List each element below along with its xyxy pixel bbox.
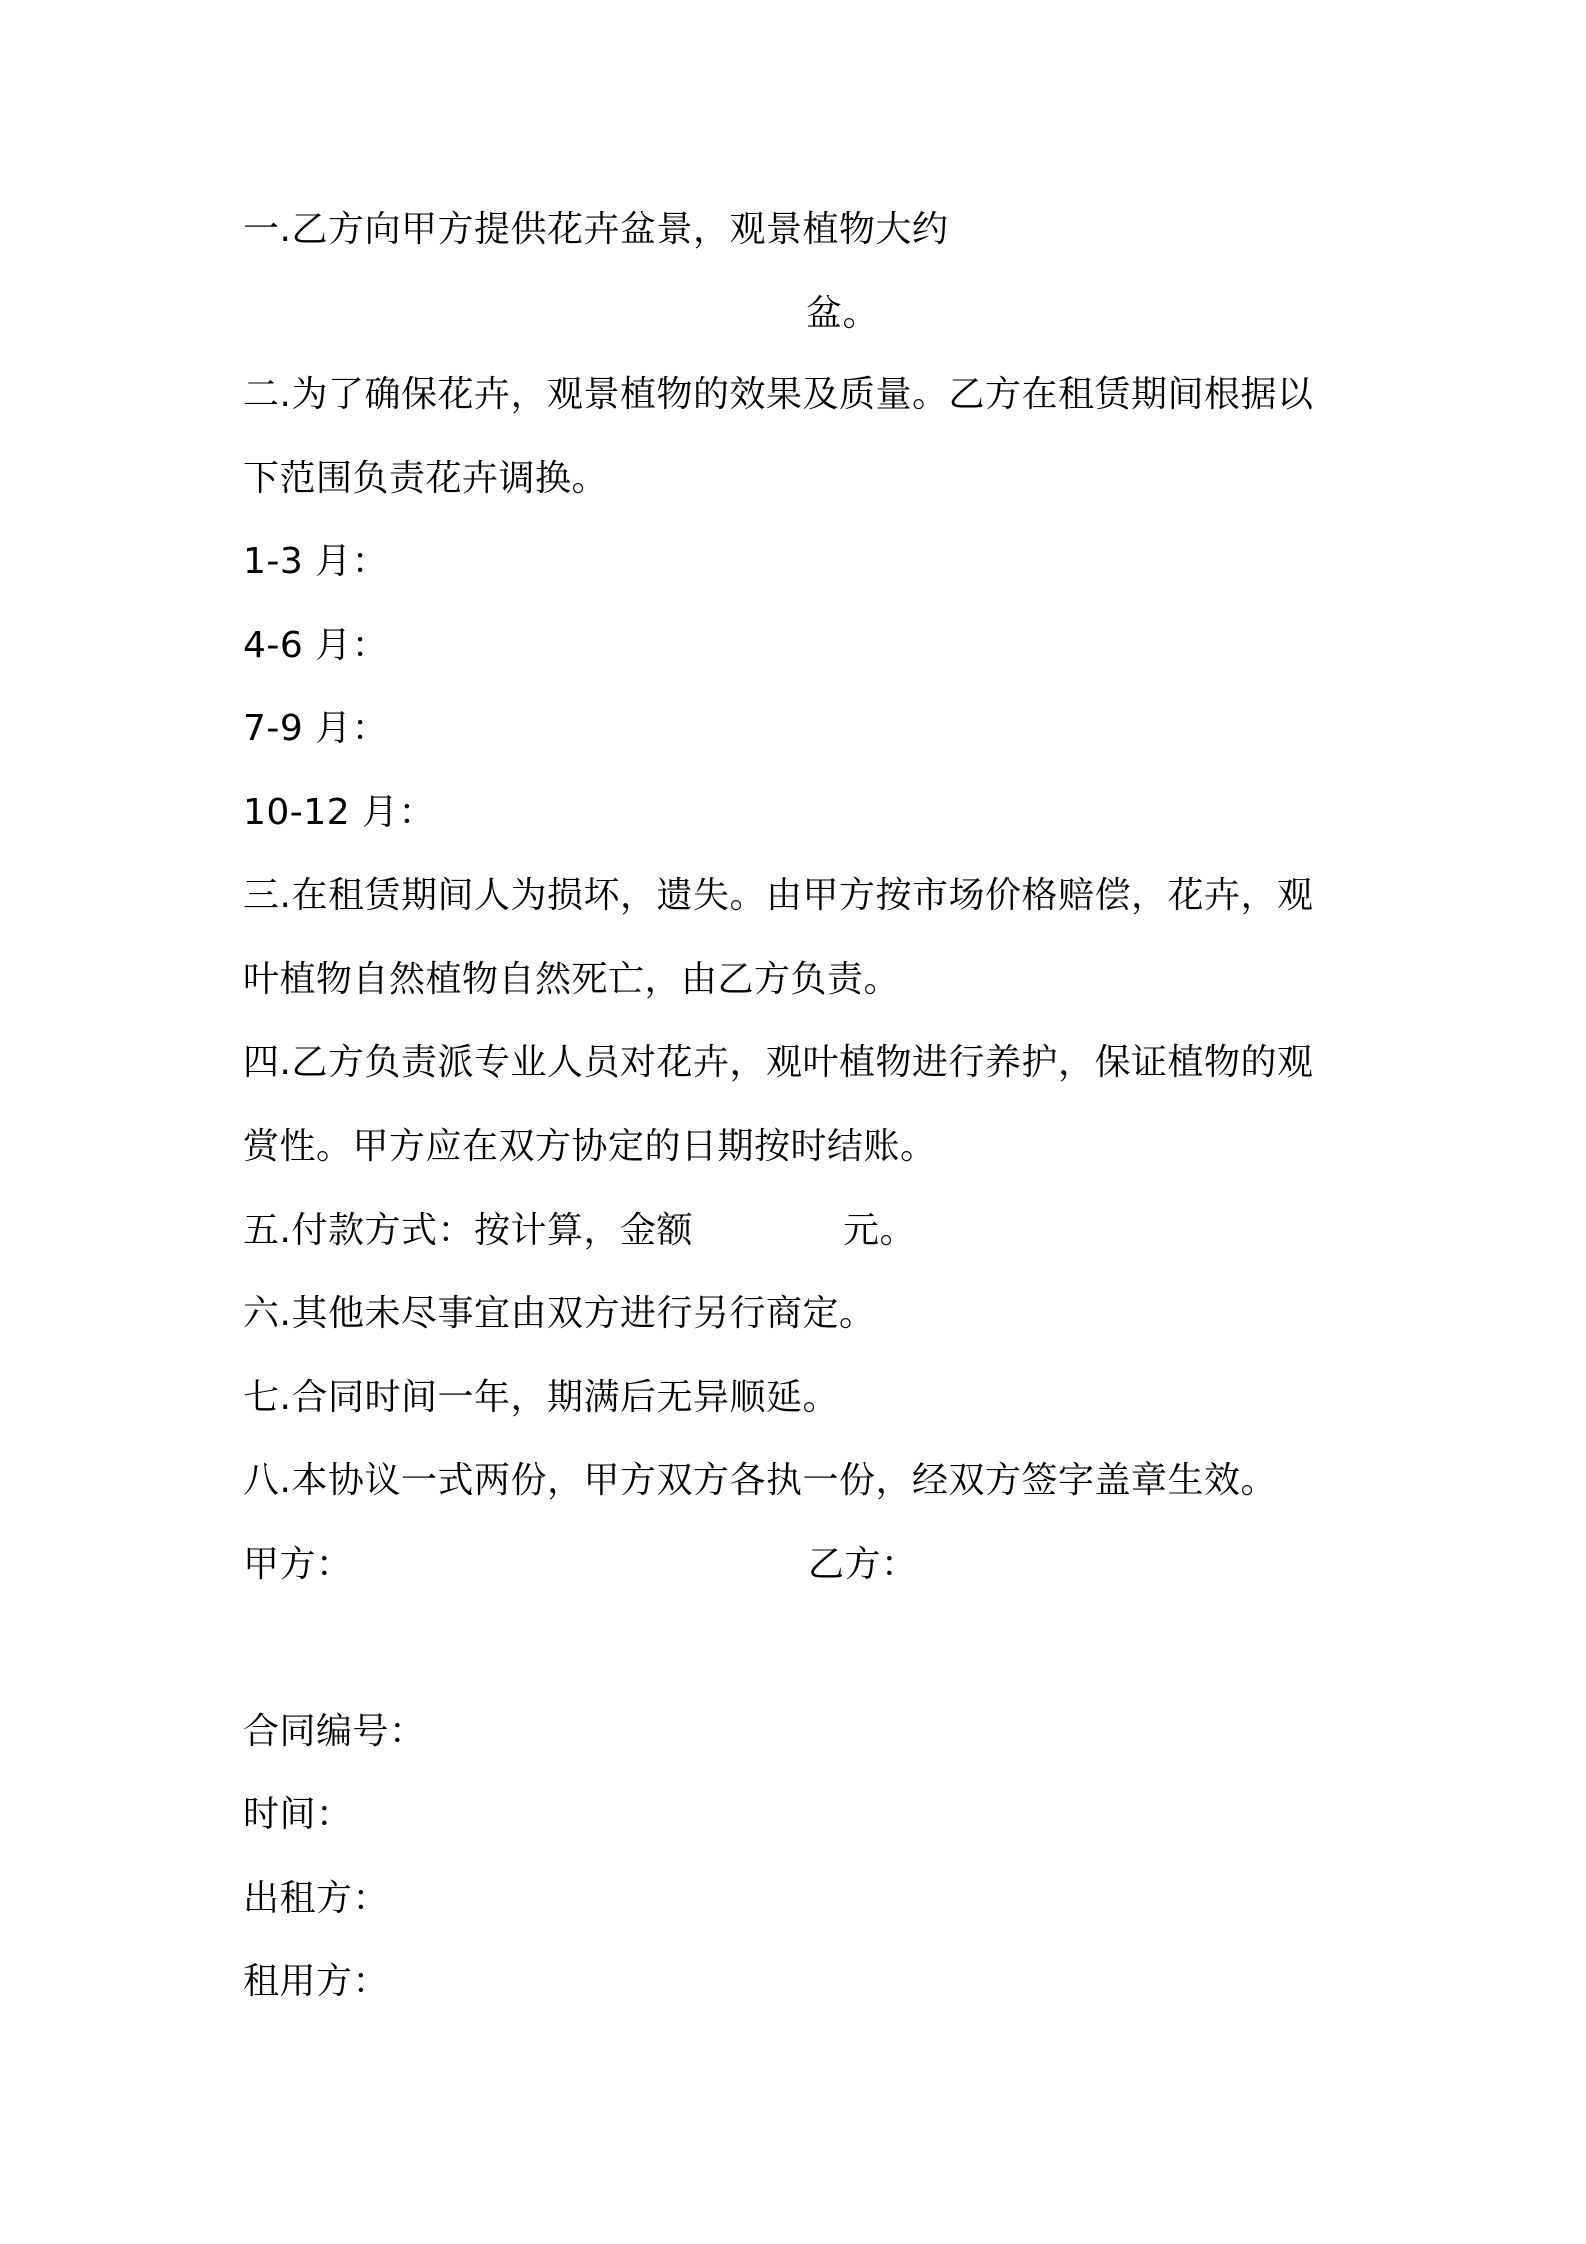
quarter-4-6-label: 4-6 月： bbox=[243, 625, 389, 666]
party-a-signature-label: 甲方： bbox=[243, 1544, 353, 1585]
clause-4-line-1: 四.乙方负责派专业人员对花卉，观叶植物进行养护，保证植物的观 bbox=[243, 1042, 1314, 1083]
clause-6: 六.其他未尽事宜由双方进行另行商定。 bbox=[243, 1293, 876, 1334]
clause-7: 七.合同时间一年，期满后无异顺延。 bbox=[243, 1377, 839, 1418]
clause-1-line-1: 一.乙方向甲方提供花卉盆景，观景植物大约 bbox=[243, 209, 949, 250]
quarter-7-9-label: 7-9 月： bbox=[243, 708, 389, 749]
quarter-1-3-label: 1-3 月： bbox=[243, 541, 389, 582]
clause-2-line-2: 下范围负责花卉调换。 bbox=[243, 458, 609, 499]
party-b-signature-label: 乙方： bbox=[808, 1544, 918, 1585]
time-label: 时间： bbox=[243, 1794, 353, 1835]
contract-number-label: 合同编号： bbox=[243, 1711, 426, 1752]
clause-2-line-1: 二.为了确保花卉，观景植物的效果及质量。乙方在租赁期间根据以 bbox=[243, 374, 1314, 415]
clause-8: 八.本协议一式两份，甲方双方各执一份，经双方签字盖章生效。 bbox=[243, 1460, 1277, 1501]
lessee-label: 租用方： bbox=[243, 1961, 390, 2002]
lessor-label: 出租方： bbox=[243, 1878, 390, 1919]
clause-5-payment bbox=[243, 1209, 916, 1253]
clause-5-unit: 元。 bbox=[842, 1210, 916, 1251]
clause-3-line-1: 三.在租赁期间人为损坏，遗失。由甲方按市场价格赔偿，花卉，观 bbox=[243, 875, 1314, 916]
clause-1-line-2: 盆。 bbox=[806, 293, 880, 334]
clause-3-line-2: 叶植物自然植物自然死亡，由乙方负责。 bbox=[243, 959, 901, 1000]
clause-5-prefix: 五.付款方式：按计算，金额 bbox=[243, 1210, 693, 1251]
clause-4-line-2: 赏性。甲方应在双方协定的日期按时结账。 bbox=[243, 1126, 937, 1167]
quarter-10-12-label: 10-12 月： bbox=[243, 792, 436, 833]
